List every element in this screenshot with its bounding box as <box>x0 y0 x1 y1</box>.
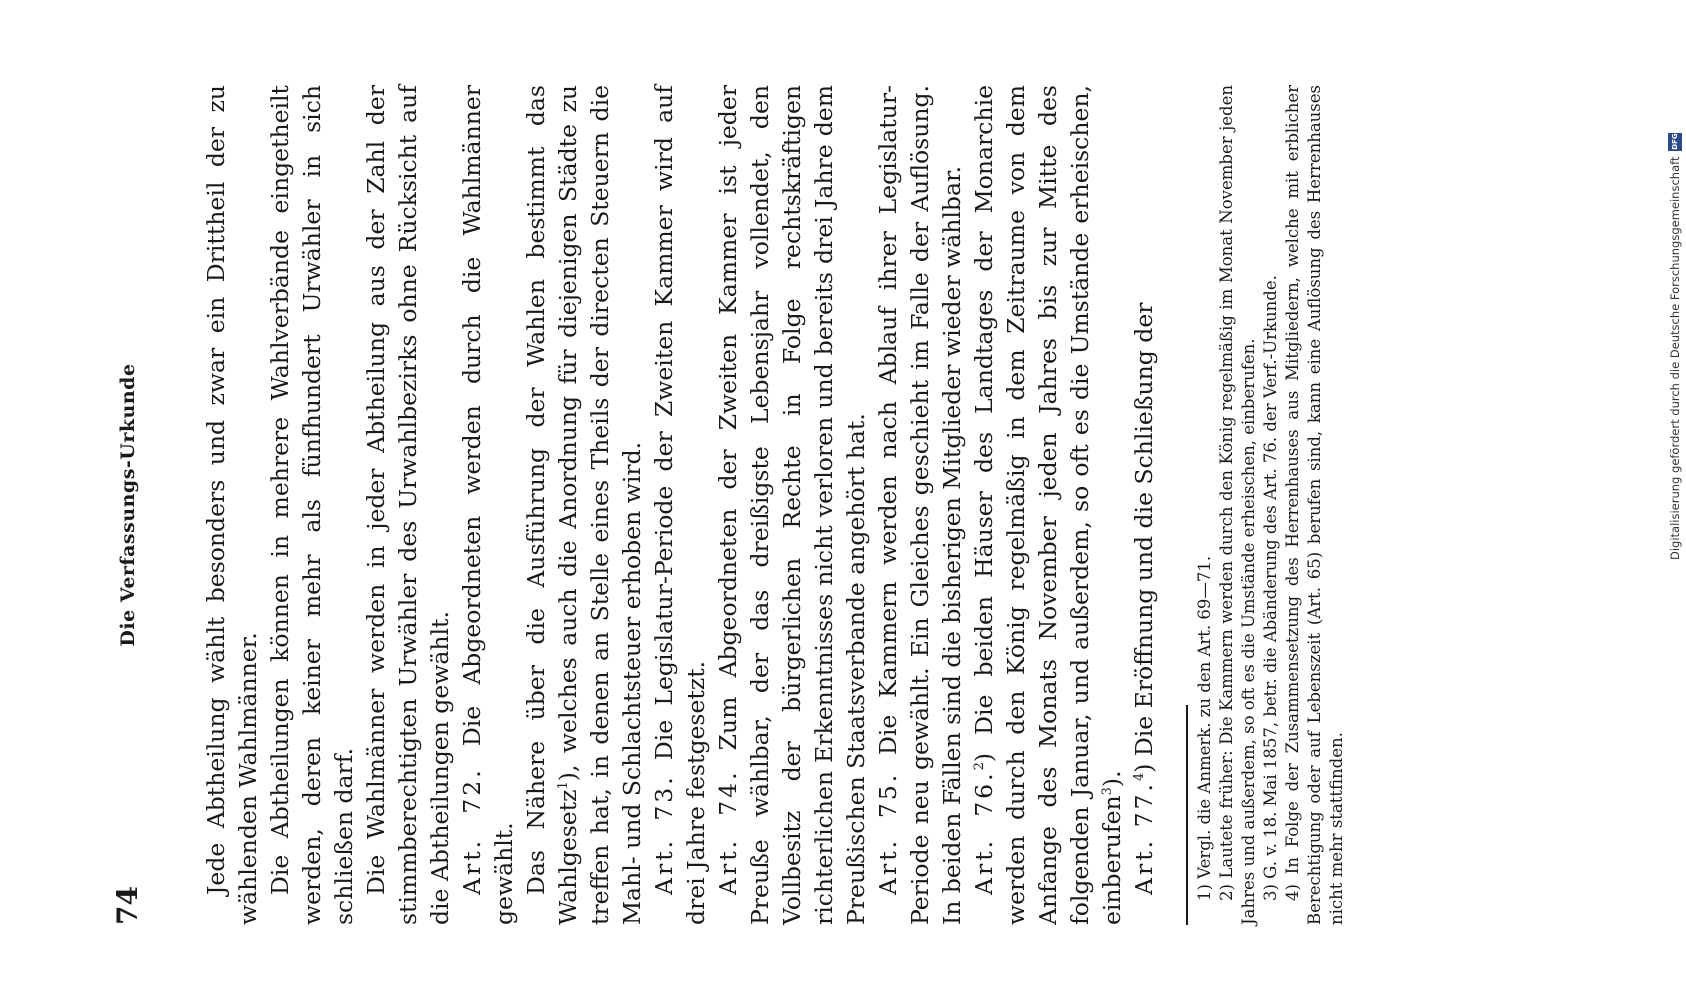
footnote-ref-4: 4 <box>1132 772 1148 782</box>
article-75-text: Die Kammern werden nach Ablauf ihrer Legislatur-Periode neu gewählt. Ein Gleiches geschieht im Falle der Auflösung. In beiden Fällen sind die bisherigen Mitglieder wieder wählbar. <box>874 85 966 925</box>
body-text <box>200 85 1160 925</box>
article-77-text: ) Die Eröffnung und die Schließung der <box>1130 302 1158 773</box>
footnote-ref-2: 2 <box>972 762 988 771</box>
article-74-text: Zum Abgeordneten der Zweiten Kammer ist jeder Preuße wählbar, der das dreißigste Lebensjahr vollendet, den Vollbesitz der bürgerlichen Rechte in Folge rechtskräftigen richterlichen Erkenntnisses nicht verloren und bereits drei Jahre dem Preußischen Staatsverbande angehört hat. <box>714 85 870 925</box>
article-73-text: Die Legislatur-Periode der Zweiten Kammer wird auf drei Jahre festgesetzt. <box>650 85 710 925</box>
article-76-label: Art. 76. <box>970 770 998 895</box>
article-76 <box>968 85 1128 925</box>
article-72-label: Art. 72. <box>458 767 486 895</box>
paragraph-drittheil: Jede Abtheilung wählt besonders und zwar ein Drittheil der zu wählenden Wahlmänner. <box>202 85 262 925</box>
footnote-4: 4) In Folge der Zusammensetzung des Herrenhauses aus Mitgliedern, welche mit erblicher Berechtigung oder auf Lebenszeit (Art. 65) berufen sind, kann eine Auflösung des Herrenhauses nicht mehr stattfinden. <box>1283 85 1346 925</box>
page-number: 74 <box>111 886 144 925</box>
article-72-text: Die Abgeordneten werden durch die Wahlmänner gewählt. <box>458 85 518 925</box>
dfg-logo: DFG <box>1668 133 1682 151</box>
digitization-credit <box>1667 0 1683 560</box>
article-76-end: ). <box>1098 770 1126 788</box>
running-head <box>108 85 148 925</box>
article-74 <box>712 85 872 925</box>
page-title: Die Verfassungs-Urkunde <box>117 363 139 647</box>
paragraph-wahlverbaende: Die Abtheilungen können in mehrere Wahlverbände eingetheilt werden, deren keiner mehr als fünfhundert Urwähler in sich schließen darf. <box>266 85 358 925</box>
article-77-label: Art. 77. <box>1130 781 1158 895</box>
footnote-ref-1: 1 <box>556 781 572 790</box>
wahlgesetz-text-start: Das Nähere über die Ausführung der Wahlen bestimmt das Wahlgesetz <box>522 85 582 925</box>
article-77 <box>1128 85 1160 925</box>
article-73 <box>648 85 712 925</box>
credit-text: Digitalisierung gefördert durch die Deutsche Forschungsgemeinschaft <box>1668 156 1682 560</box>
paragraph-wahlmaenner: Die Wahlmänner werden in jeder Abtheilung aus der Zahl der stimmberechtigten Urwähler des Urwahlbezirks ohne Rücksicht auf die Abtheilungen gewählt. <box>362 85 454 925</box>
footnote-ref-3: 3 <box>1100 787 1116 796</box>
article-75-label: Art. 75. <box>874 771 902 895</box>
footnote-3: 3) G. v. 18. Mai 1857, betr. die Abänderung des Art. 76. der Verf.-Urkunde. <box>1261 275 1280 901</box>
article-74-label: Art. 74. <box>714 769 742 895</box>
footnote-rule <box>1186 705 1188 925</box>
paragraph-wahlgesetz <box>520 85 648 925</box>
footnote-2: 2) Lautete früher: Die Kammern werden durch den König regelmäßig im Monat November jeden Jahres und außerdem, so oft es die Umstände erheischen, einberufen. <box>1217 85 1258 925</box>
article-73-label: Art. 73. <box>650 774 678 895</box>
footnote-1: 1) Vergl. die Anmerk. zu den Art. 69—71. <box>1195 555 1214 901</box>
wahlgesetz-text-end: ), welches auch die Anordnung für diejenigen Städte zu treffen hat, in denen an Stelle eines Theils der directen Steuern die Mahl- und Schlachtsteuer erhoben wird. <box>554 85 646 925</box>
article-72 <box>456 85 520 925</box>
rotated-printed-page <box>108 85 1408 925</box>
article-76-text: ) Die beiden Häuser des Landtages der Monarchie werden durch den König regelmäßig in dem Zeitraume von dem Anfange des Monats November jeden Jahres bis zur Mitte des folgenden Januar, und außerdem, so oft es die Umstände erheischen, einberufen <box>970 85 1126 925</box>
article-75 <box>872 85 968 925</box>
footnotes <box>1194 85 1348 925</box>
